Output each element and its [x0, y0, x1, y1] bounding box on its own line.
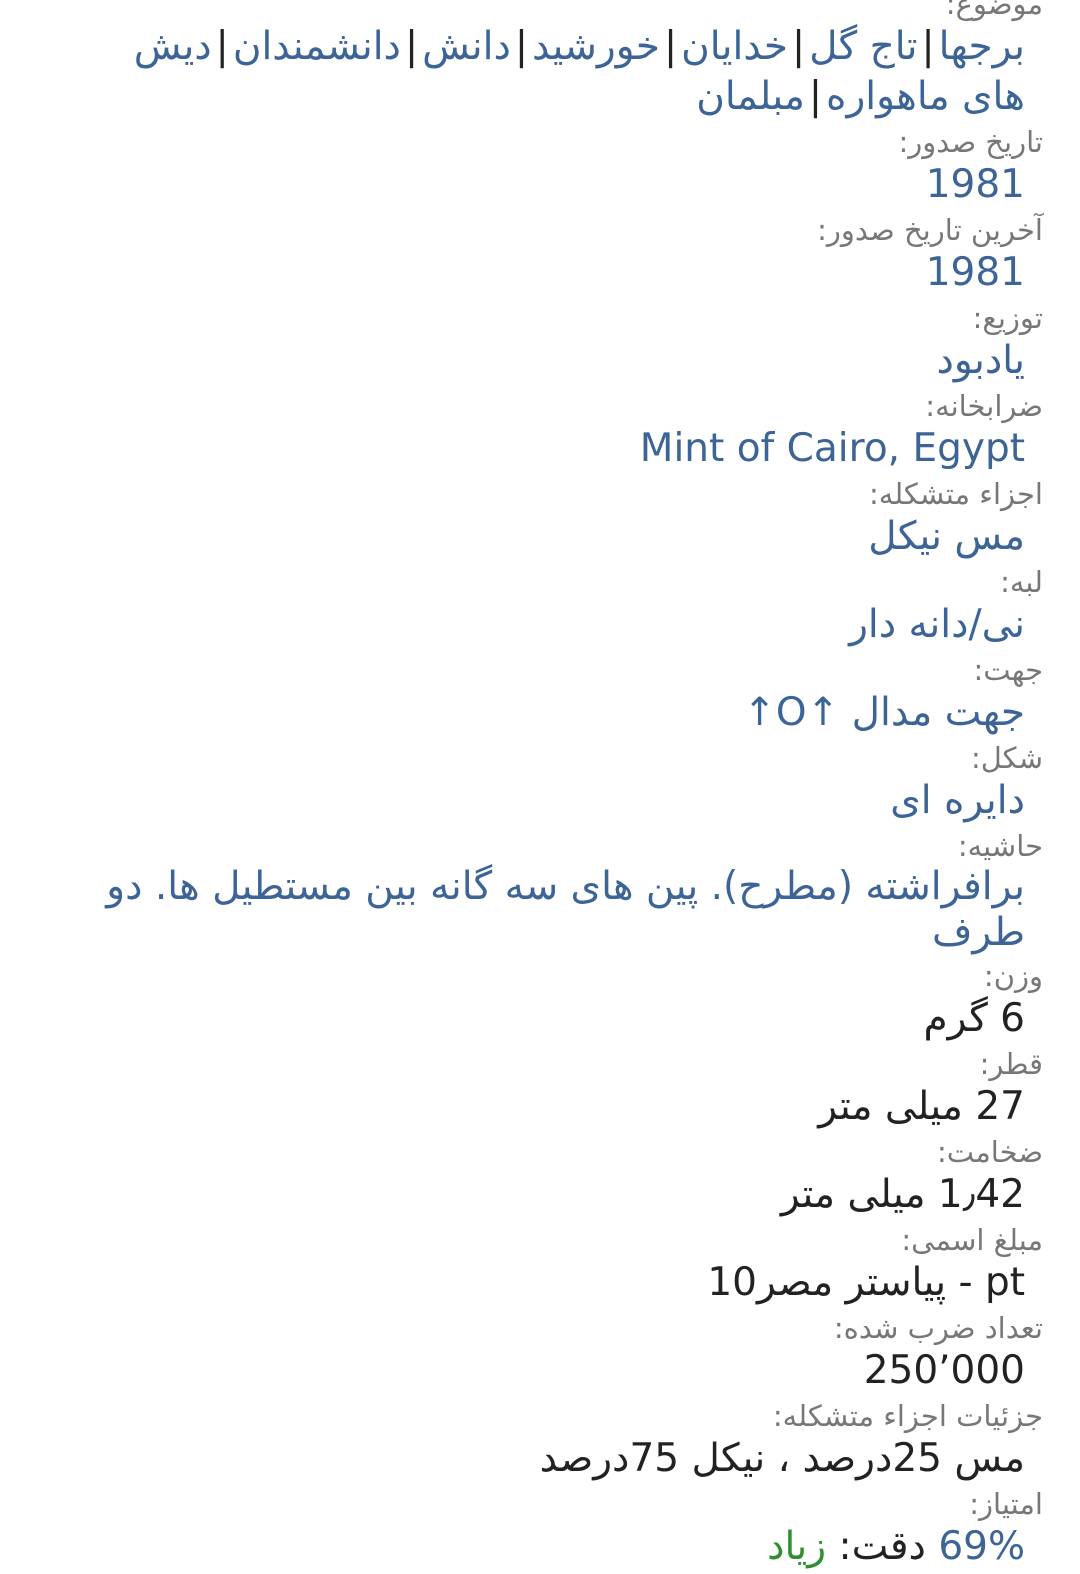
subject-link-gods[interactable]: خدایان — [681, 24, 788, 69]
separator: | — [514, 24, 528, 69]
distribution-label: توزیع: — [972, 301, 1043, 335]
subject-label: موضوع: — [945, 0, 1043, 21]
mint-label: ضرابخانه: — [925, 389, 1043, 423]
subject-link-wreath[interactable]: تاج گل — [809, 24, 918, 69]
edge-label: لبه: — [1000, 565, 1043, 599]
composition-details-value: مس 25درصد ، نیکل 75درصد — [539, 1436, 1025, 1481]
mint-name[interactable]: Mint of Cairo, Egypt — [639, 426, 1025, 471]
rating-percent[interactable]: 69% — [938, 1524, 1025, 1569]
distribution-value[interactable]: یادبود — [936, 338, 1025, 383]
subject-link-towers[interactable]: برجها — [938, 24, 1025, 69]
accuracy-value: زیاد — [767, 1524, 827, 1569]
diameter-value: 27 میلی متر — [818, 1084, 1025, 1129]
subject-link-furniture[interactable]: مبلمان — [696, 74, 805, 119]
shape-value[interactable]: دایره ای — [890, 778, 1025, 823]
denomination-label: مبلغ اسمی: — [901, 1223, 1043, 1257]
diameter-label: قطر: — [979, 1047, 1043, 1081]
issue-date-label: تاریخ صدور: — [898, 125, 1043, 159]
last-issue-date-value[interactable]: 1981 — [925, 250, 1025, 295]
composition-value[interactable]: مس نیکل — [868, 514, 1025, 559]
separator: | — [808, 74, 823, 119]
mintage-label: تعداد ضرب شده: — [833, 1311, 1043, 1345]
accuracy-label: دقت: — [838, 1524, 926, 1569]
weight-value: 6 گرم — [923, 996, 1025, 1041]
separator: | — [215, 24, 229, 69]
issue-date-value[interactable]: 1981 — [925, 162, 1025, 207]
subject-link-knowledge[interactable]: دانش — [422, 24, 511, 69]
separator: | — [664, 24, 678, 69]
rim-value[interactable]: برافراشته (مطرح). پین های سه گانه بین مستطیل ها. دو طرف — [106, 864, 1025, 955]
composition-label: اجزاء متشکله: — [869, 477, 1043, 511]
separator: | — [921, 24, 935, 69]
thickness-value: 1٫42 میلی متر — [780, 1172, 1025, 1217]
composition-details-label: جزئیات اجزاء متشکله: — [772, 1399, 1043, 1433]
separator: | — [404, 24, 419, 69]
mintage-value: 250٬000 — [863, 1348, 1025, 1393]
separator: | — [791, 24, 806, 69]
mint-value[interactable] — [65, 424, 1025, 474]
denomination-value: pt - پیاستر مصر10 — [707, 1260, 1025, 1305]
orientation-label: جهت: — [973, 653, 1043, 687]
edge-value[interactable]: نی/دانه دار — [849, 602, 1025, 647]
shape-label: شکل: — [970, 741, 1043, 775]
rating-value — [65, 1522, 1025, 1572]
rating-label: امتیاز: — [969, 1487, 1043, 1521]
last-issue-date-label: آخرین تاریخ صدور: — [817, 213, 1043, 247]
rim-label: حاشیه: — [957, 829, 1043, 863]
subject-link-sun[interactable]: خورشید — [532, 24, 661, 69]
thickness-label: ضخامت: — [937, 1135, 1043, 1169]
coin-details — [65, 0, 1043, 1574]
subject-value — [65, 22, 1025, 122]
orientation-value[interactable]: جهت مدال ↑O↑ — [743, 690, 1025, 735]
subject-link-satellite-dishes[interactable]: دیش های ماهواره — [133, 24, 1025, 119]
weight-label: وزن: — [983, 959, 1043, 993]
subject-link-scientists[interactable]: دانشمندان — [232, 24, 401, 69]
